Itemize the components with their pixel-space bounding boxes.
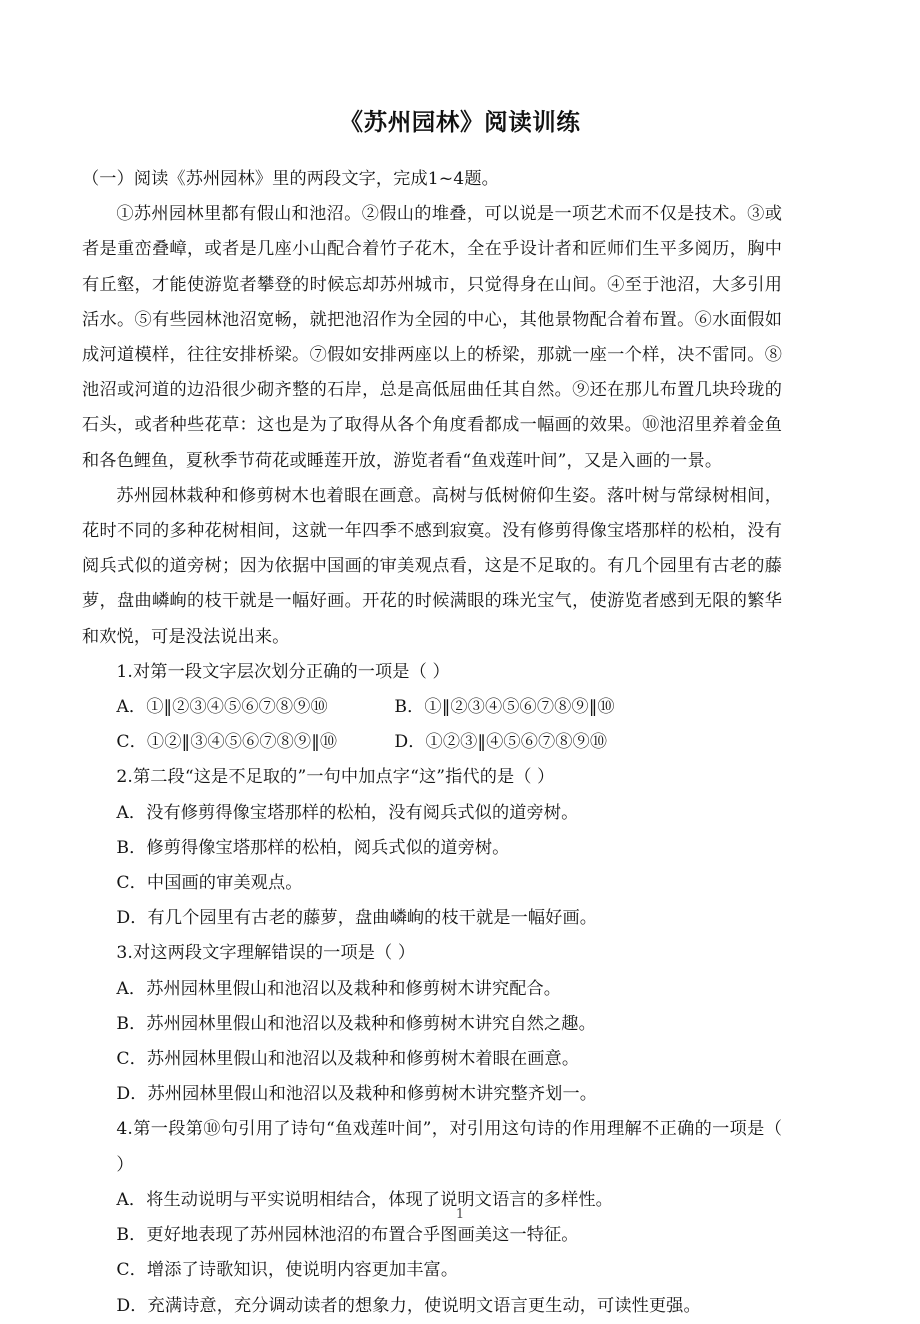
- question-4-stem: 4.第一段第⑩句引用了诗句“鱼戏莲叶间”，对引用这句诗的作用理解不正确的一项是（ ）: [116, 1119, 782, 1175]
- question-1-option-d[interactable]: D．①②③‖④⑤⑥⑦⑧⑨⑩: [394, 732, 608, 753]
- question-2-option-a[interactable]: A．没有修剪得像宝塔那样的松柏，没有阅兵式似的道旁树。: [116, 802, 579, 823]
- question-1-option-a[interactable]: A．①‖②③④⑤⑥⑦⑧⑨⑩: [116, 697, 328, 718]
- question-3-option-d[interactable]: D．苏州园林里假山和池沼以及栽种和修剪树木讲究整齐划一。: [116, 1084, 598, 1105]
- question-3-option-a[interactable]: A．苏州园林里假山和池沼以及栽种和修剪树木讲究配合。: [116, 978, 562, 999]
- question-1-stem: 1.对第一段文字层次划分正确的一项是（ ）: [116, 661, 450, 682]
- passage-paragraph-1: ①苏州园林里都有假山和池沼。②假山的堆叠，可以说是一项艺术而不仅是技术。③或者是重峦叠嶂，或者是几座小山配合着竹子花木，全在乎设计者和匠师们生平多阅历，胸中有丘壑，才能使游览者攀登的时候忘却苏州城市，只觉得身在山间。④至于池沼，大多引用活水。⑤有些园林池沼宽畅，就把池沼作为全园的中心，其他景物配合着布置。⑥水面假如成河道模样，往往安排桥梁。⑦假如安排两座以上的桥梁，那就一座一个样，决不雷同。⑧池沼或河道的边沿很少砌齐整的石岸，总是高低屈曲任其自然。⑨还在那儿布置几块玲珑的石头，或者种些花草：这也是为了取得从各个角度看都成一幅画的效果。⑩池沼里养着金鱼和各色鲤鱼，夏秋季节荷花或睡莲开放，游览者看“鱼戏莲叶间”，又是入画的一景。: [82, 204, 782, 471]
- question-4-option-d[interactable]: D．充满诗意，充分调动读者的想象力，使说明文语言更生动，可读性更强。: [116, 1295, 701, 1316]
- page-title: 《苏州园林》阅读训练: [339, 108, 581, 136]
- page-number-footer: 1: [455, 1207, 465, 1222]
- question-1-option-b[interactable]: B．①‖②③④⑤⑥⑦⑧⑨‖⑩: [394, 697, 615, 718]
- document-body: [82, 162, 782, 1324]
- passage-paragraph-2: 苏州园林栽种和修剪树木也着眼在画意。高树与低树俯仰生姿。落叶树与常绿树相间，花时不同的多种花树相间，这就一年四季不感到寂寞。没有修剪得像宝塔那样的松柏，没有阅兵式似的道旁树；因为依据中国画的审美观点看，这是不足取的。有几个园里有古老的藤萝，盘曲嶙峋的枝干就是一幅好画。开花的时候满眼的珠光宝气，使游览者感到无限的繁华和欢悦，可是没法说出来。: [82, 485, 782, 647]
- question-1-option-c[interactable]: C．①②‖③④⑤⑥⑦⑧⑨‖⑩: [116, 732, 338, 753]
- question-3-option-b[interactable]: B．苏州园林里假山和池沼以及栽种和修剪树木讲究自然之趣。: [116, 1013, 596, 1034]
- section-intro: （一）阅读《苏州园林》里的两段文字，完成1~4题。: [82, 169, 499, 189]
- question-1-options-row-2: [82, 725, 782, 760]
- question-4-option-c[interactable]: C．增添了诗歌知识，使说明内容更加丰富。: [116, 1260, 459, 1281]
- question-2-stem: 2.第二段“这是不足取的”一句中加点字“这”指代的是（ ）: [116, 767, 555, 788]
- question-2-option-c[interactable]: C．中国画的审美观点。: [116, 873, 303, 894]
- question-4-option-b[interactable]: B．更好地表现了苏州园林池沼的布置合乎图画美这一特征。: [116, 1225, 579, 1246]
- question-3-option-c[interactable]: C．苏州园林里假山和池沼以及栽种和修剪树木着眼在画意。: [116, 1049, 580, 1070]
- question-4-option-a[interactable]: A．将生动说明与平实说明相结合，体现了说明文语言的多样性。: [116, 1189, 613, 1210]
- question-1-options-row-1: [82, 690, 782, 725]
- question-2-option-d[interactable]: D．有几个园里有古老的藤萝，盘曲嶙峋的枝干就是一幅好画。: [116, 908, 598, 929]
- question-3-stem: 3.对这两段文字理解错误的一项是（ ）: [116, 943, 416, 964]
- question-2-option-b[interactable]: B．修剪得像宝塔那样的松柏，阅兵式似的道旁树。: [116, 837, 510, 858]
